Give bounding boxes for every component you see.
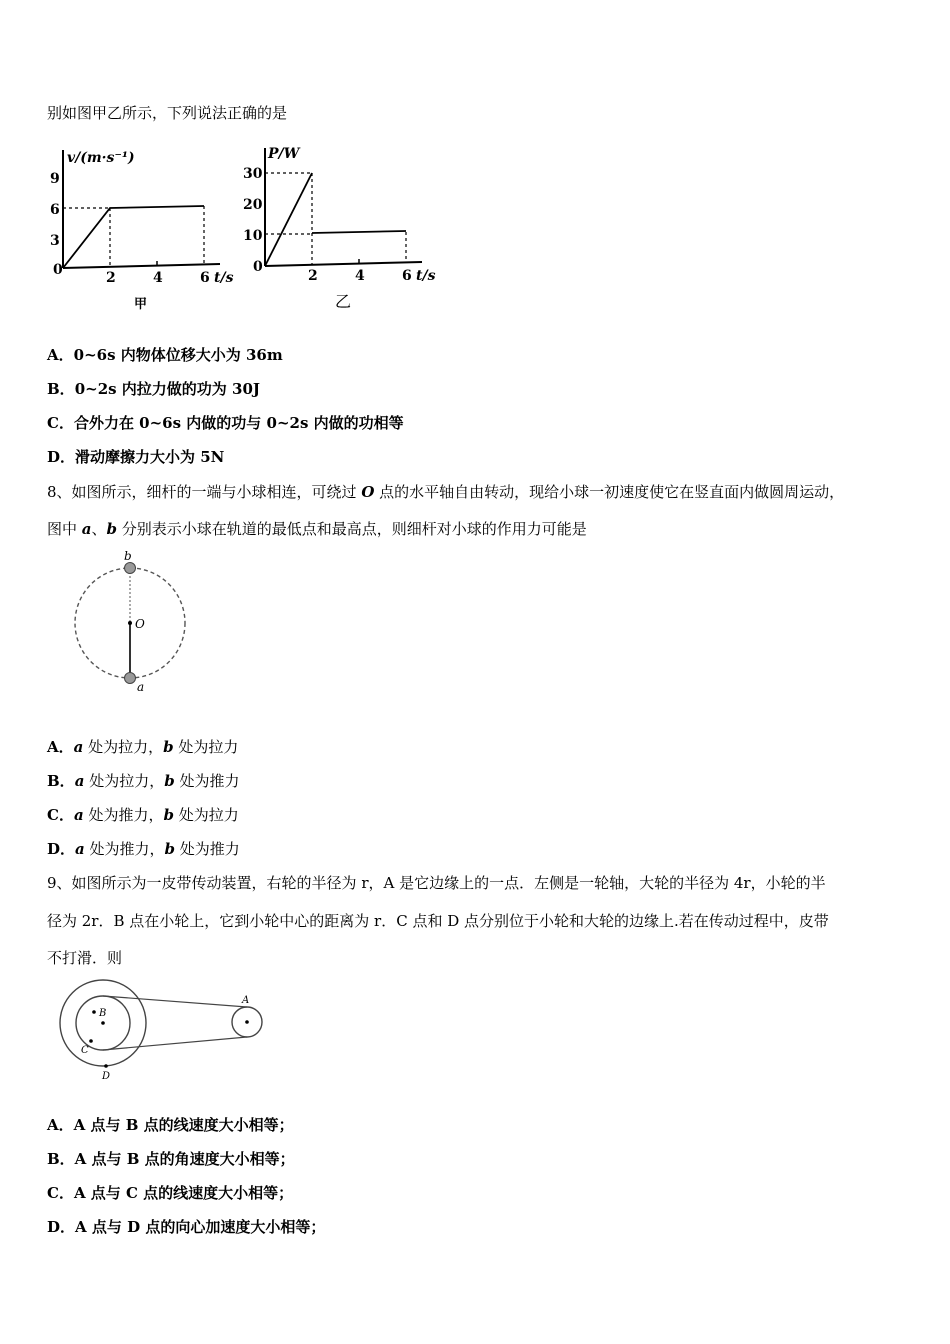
p-graph-line-2 — [312, 231, 406, 233]
q8-stem-line1: 8、如图所示，细杆的一端与小球相连，可绕过 O 点的水平轴自由转动，现给小球一初速度使它在竖直面内做圆周运动， — [47, 483, 845, 501]
v-graph-line — [63, 206, 204, 268]
v-xtick-6: 6 — [200, 270, 210, 286]
p-ytick-0: 0 — [253, 259, 263, 275]
q7-option-c: C．合外力在 0~6s 内做的功与 0~2s 内做的功相等 — [47, 414, 404, 432]
p-graph-line — [265, 173, 312, 266]
q8-option-b: B．a 处为拉力，b 处为推力 — [47, 772, 240, 790]
q7-option-d: D．滑动摩擦力大小为 5N — [47, 448, 225, 466]
q8-option-c: C．a 处为推力，b 处为拉力 — [47, 806, 239, 824]
p-ytick-30: 30 — [243, 166, 263, 182]
ball-b — [125, 563, 136, 574]
p-ytick-20: 20 — [243, 197, 263, 213]
q7-option-a: A．0~6s 内物体位移大小为 36m — [47, 346, 283, 364]
p-xtick-6: 6 — [402, 268, 412, 284]
p-ylabel: P/W — [268, 146, 300, 162]
p-ytick-10: 10 — [243, 228, 263, 244]
v-caption: 甲 — [134, 297, 148, 312]
point-d — [104, 1064, 108, 1068]
belt-top — [103, 995, 250, 1007]
q8-option-d: D．a 处为推力，b 处为推力 — [47, 840, 240, 858]
p-x-axis — [265, 262, 422, 266]
q9-stem-line1: 9、如图所示为一皮带传动装置，右轮的半径为 r，A 是它边缘上的一点．左侧是一轮轴，大轮的半径为 4r，小轮的半 — [47, 874, 826, 892]
ball-a — [125, 673, 136, 684]
v-ylabel: v/(m·s⁻¹) — [67, 150, 135, 166]
q9-stem-line2: 径为 2r．B 点在小轮上，它到小轮中心的距离为 r．C 点和 D 点分别位于小轮和大轮的边缘上.若在传动过程中，皮带 — [47, 912, 829, 930]
q9-stem-line3: 不打滑．则 — [47, 949, 123, 967]
q9-option-c: C．A 点与 C 点的线速度大小相等； — [47, 1184, 294, 1202]
axle-center — [101, 1021, 105, 1025]
p-xlabel: t/s — [416, 268, 436, 284]
q8-circle-figure — [65, 545, 200, 695]
q8-option-a: A．a 处为拉力，b 处为拉力 — [47, 738, 239, 756]
q7-graph-p — [240, 140, 450, 315]
label-b: B — [99, 1008, 107, 1019]
q9-option-d: D．A 点与 D 点的向心加速度大小相等； — [47, 1218, 326, 1236]
v-x-axis — [63, 264, 220, 268]
q7-option-b: B．0~2s 内拉力做的功为 30J — [47, 380, 260, 398]
p-xtick-2: 2 — [308, 268, 318, 284]
v-xtick-4: 4 — [153, 270, 163, 286]
label-o: O — [135, 617, 145, 631]
label-d: D — [102, 1071, 111, 1082]
q7-stem-tail: 别如图甲乙所示，下列说法正确的是 — [47, 104, 288, 122]
v-ytick-6: 6 — [50, 202, 60, 218]
q9-option-b: B．A 点与 B 点的角速度大小相等； — [47, 1150, 295, 1168]
p-caption: 乙 — [335, 292, 352, 311]
label-b: b — [124, 549, 132, 563]
v-xtick-2: 2 — [106, 270, 116, 286]
point-b — [92, 1010, 96, 1014]
label-a: A — [242, 995, 250, 1006]
q7-graph-v — [50, 140, 250, 315]
q9-belt-figure — [50, 975, 280, 1085]
pivot-o — [128, 621, 132, 625]
v-xlabel: t/s — [214, 270, 234, 286]
q9-option-a: A．A 点与 B 点的线速度大小相等； — [47, 1116, 294, 1134]
q8-stem-line2: 图中 a、b 分别表示小球在轨道的最低点和最高点，则细杆对小球的作用力可能是 — [47, 520, 587, 538]
v-ytick-9: 9 — [50, 171, 60, 187]
label-a: a — [137, 680, 145, 694]
p-xtick-4: 4 — [355, 268, 365, 284]
v-ytick-3: 3 — [50, 233, 60, 249]
point-c — [89, 1039, 93, 1043]
point-a — [245, 1020, 249, 1024]
label-c: C — [81, 1045, 89, 1056]
v-ytick-0: 0 — [53, 262, 63, 278]
